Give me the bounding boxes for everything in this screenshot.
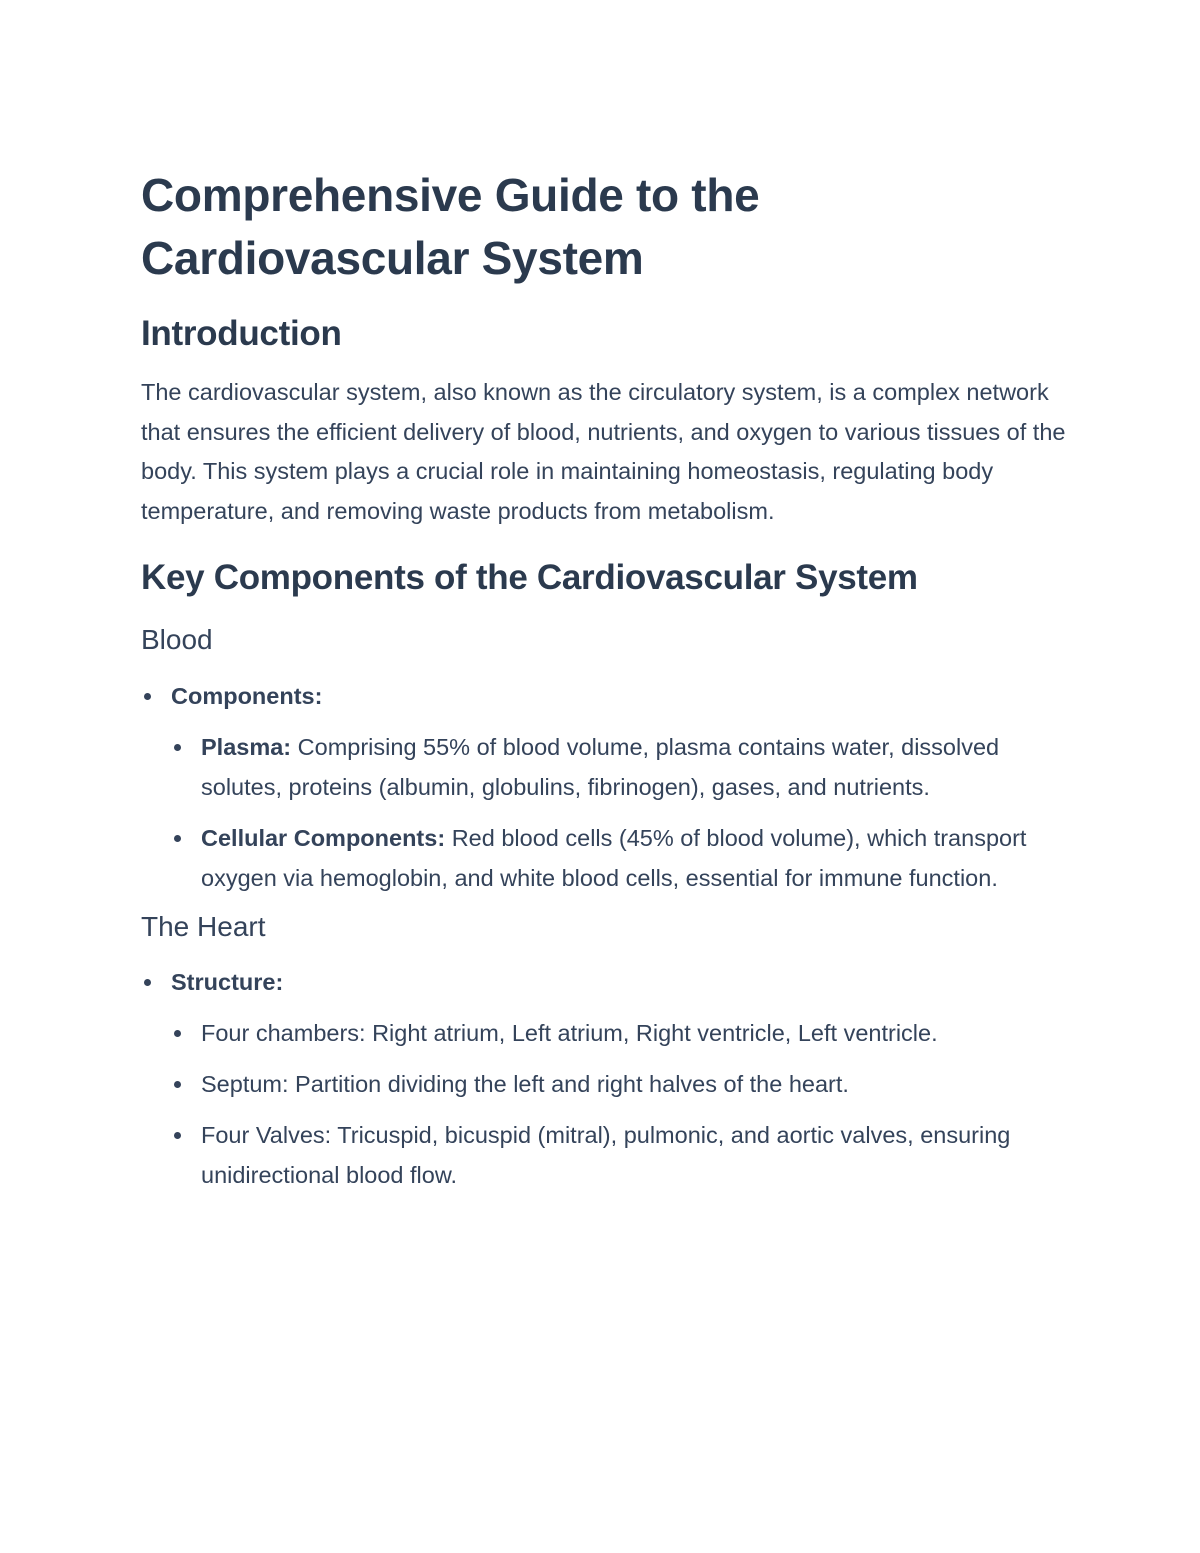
document-page — [141, 160, 1071, 1206]
valves-text: Four Valves: Tricuspid, bicuspid (mitral), pulmonic, and aortic valves, ensuring unidirectional blood flow. — [201, 1122, 1011, 1188]
components-label: Components: — [171, 683, 323, 709]
heart-list — [141, 962, 1071, 1195]
key-components-heading: Key Components of the Cardiovascular System — [141, 558, 918, 597]
chambers-text: Four chambers: Right atrium, Left atrium, Right ventricle, Left ventricle. — [201, 1020, 938, 1046]
bullet-icon — [174, 835, 181, 842]
bullet-icon — [174, 1132, 181, 1139]
bullet-icon — [174, 744, 181, 751]
heart-heading: The Heart — [141, 911, 266, 942]
septum-text: Septum: Partition dividing the left and right halves of the heart. — [201, 1071, 849, 1097]
plasma-text: Comprising 55% of blood volume, plasma contains water, dissolved solutes, proteins (albumin, globulins, fibrinogen), gases, and nutrients. — [201, 734, 1000, 800]
bullet-icon — [144, 979, 151, 986]
list-item-cellular-components — [171, 818, 1071, 898]
components-sublist — [171, 727, 1071, 898]
list-item-structure — [141, 962, 1071, 1195]
blood-heading: Blood — [141, 624, 213, 655]
document-title: Comprehensive Guide to the Cardiovascular System — [141, 169, 760, 284]
list-item-septum — [171, 1064, 1071, 1104]
bullet-icon — [174, 1081, 181, 1088]
introduction-paragraph: The cardiovascular system, also known as the circulatory system, is a complex network that ensures the efficient delivery of blood, nutrients, and oxygen to various tissues of the body. This system plays a crucial role in maintaining homeostasis, regulating body temperature, and removing waste products from metabolism. — [141, 379, 1066, 524]
cellular-components-text: Red blood cells (45% of blood volume), which transport oxygen via hemoglobin, and white blood cells, essential for immune function. — [201, 825, 1027, 891]
introduction-heading: Introduction — [141, 314, 342, 353]
cellular-components-label: Cellular Components: — [201, 825, 446, 851]
list-item-chambers — [171, 1013, 1071, 1053]
blood-list — [141, 676, 1071, 898]
structure-label: Structure: — [171, 969, 284, 995]
bullet-icon — [174, 1030, 181, 1037]
bullet-icon — [144, 693, 151, 700]
list-item-components — [141, 676, 1071, 898]
list-item-plasma — [171, 727, 1071, 807]
plasma-label: Plasma: — [201, 734, 292, 760]
structure-sublist — [171, 1013, 1071, 1195]
list-item-valves — [171, 1115, 1071, 1195]
